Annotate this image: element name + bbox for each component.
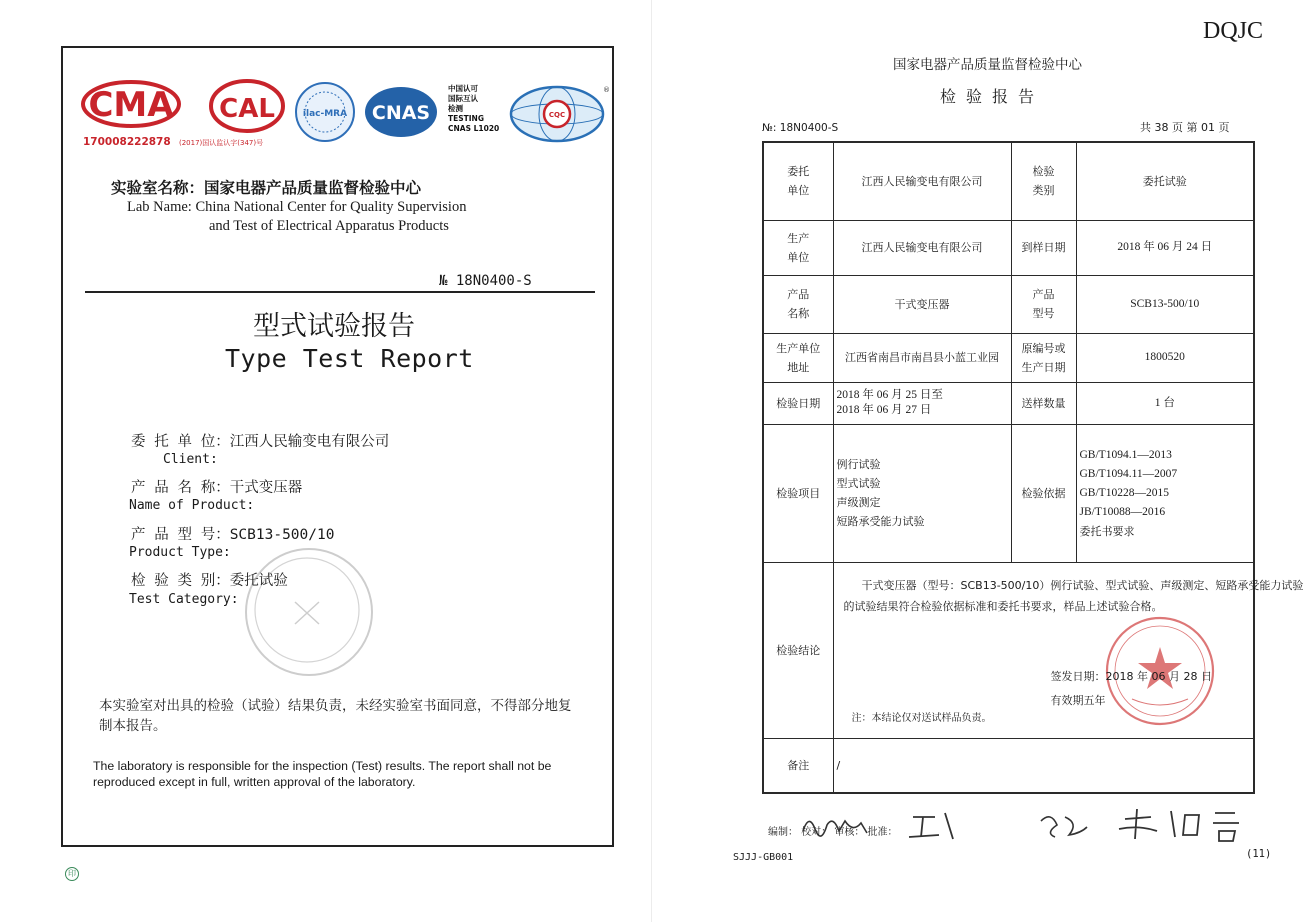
page-info: 共 38 页 第 01 页 (1140, 121, 1230, 134)
sample-qty-value: 1 台 (1076, 382, 1254, 424)
cma-sub-logo (179, 134, 289, 150)
table-row (763, 738, 1254, 793)
report-title: 检验报告 (940, 87, 1045, 106)
conclusion-text: 干式变压器（型号：SCB13-500/10）例行试验、型式试验、声级测定、短路承受能力试验的试验结果符合检验依据标准和委托书要求，样品上述试验合格。 (843, 578, 1304, 613)
cnas-side-line: TESTING (448, 114, 484, 123)
list-item: JB/T10088—2016 (1079, 505, 1166, 518)
test-category-field: 检 验 类 别：委托试验 (131, 573, 288, 589)
product-name-field: 产 品 名 称：干式变压器 (131, 480, 303, 496)
client-field: 委 托 单 位：江西人民输变电有限公司 (131, 434, 390, 450)
list-item: 例行试验 (836, 458, 881, 471)
cnas-side-line: 检测 (448, 104, 463, 113)
table-row (763, 562, 1254, 738)
table-row (763, 275, 1254, 333)
model-label: 产品 型号 (1011, 275, 1076, 333)
cnas-side-line: 国际互认 (448, 94, 478, 103)
report-table (762, 141, 1304, 794)
lab-name-cn: 实验室名称：国家电器产品质量监督检验中心 (111, 179, 422, 197)
accreditation-logos (81, 78, 610, 188)
table-row (763, 333, 1254, 382)
report-number-right: №: 18N0400-S (762, 122, 839, 134)
conclusion-label: 检验结论 (763, 562, 833, 738)
product-name-value: 干式变压器 (833, 275, 1011, 333)
cma-number: 170008222878 (83, 136, 171, 148)
product-type-field: 产 品 型 号：SCB13-500/10 (131, 527, 335, 543)
corner-code: DQJC (1203, 18, 1264, 44)
inspection-stamp-gray (245, 548, 373, 676)
notice-cn: 本实验室对出具的检验（试验）结果负责，未经实验室书面同意，不得部分地复制本报告。 (99, 698, 572, 734)
test-type-value: 委托试验 (1076, 142, 1254, 220)
header-rule (85, 291, 595, 293)
remarks-value: / (833, 738, 1254, 793)
cal-logo-text: CAL (219, 94, 275, 124)
signature-line: 编制： 校对： 审核： 批准： (768, 827, 898, 838)
cnas-side-text (448, 84, 508, 134)
serial-label: 原编号或 生产日期 (1011, 333, 1076, 382)
report-number: № 18N0400-S (439, 273, 532, 289)
table-row (763, 424, 1254, 562)
conclusion-cell (833, 562, 1304, 738)
list-item: GB/T10228—2015 (1079, 486, 1169, 499)
address-label: 生产单位 地址 (763, 333, 833, 382)
notice-en: The laboratory is responsible for the inspection (Test) results. The report shall not be reproduced except in full, written approval of the laboratory. (93, 759, 552, 789)
test-date-label: 检验日期 (763, 382, 833, 424)
list-item: 委托书要求 (1079, 524, 1135, 538)
items-value (833, 424, 1011, 562)
table-row (763, 382, 1254, 424)
test-date-value: 2018 年 06 月 25 日至 2018 年 06 月 27 日 (833, 382, 1011, 424)
title-cn: 型式试验报告 (253, 311, 415, 342)
list-item: 声级测定 (836, 496, 881, 509)
client-label-en: Client: (163, 452, 218, 467)
conclusion-note: 注：本结论仅对送试样品负责。 (851, 712, 992, 724)
ilac-logo-text: ilac-MRA (302, 109, 348, 119)
basis-label: 检验依据 (1011, 424, 1076, 562)
cma-logo-text: CMA (88, 85, 174, 125)
issue-date: 签发日期：2018 年 06 月 28 日 (1050, 669, 1212, 683)
cnas-logo (363, 84, 443, 140)
product-name-label: 产品 名称 (763, 275, 833, 333)
lab-name-en-line1: Lab Name: China National Center for Quality Supervision (127, 199, 467, 215)
serial-value: 1800520 (1076, 333, 1254, 382)
org-name: 国家电器产品质量监督检验中心 (893, 57, 1082, 73)
test-category-label-en: Test Category: (129, 592, 239, 607)
list-item: 型式试验 (836, 477, 881, 490)
arrival-date-label: 到样日期 (1011, 220, 1076, 275)
cnas-logo-text: CNAS (371, 102, 431, 124)
address-value: 江西省南昌市南昌县小蓝工业园 (833, 333, 1011, 382)
cal-logo (207, 78, 289, 136)
product-name-label-en: Name of Product: (129, 498, 255, 513)
validity: 有效期五年 (1050, 693, 1106, 707)
sample-qty-label: 送样数量 (1011, 382, 1076, 424)
items-label: 检验项目 (763, 424, 833, 562)
cnas-side-line: 中国认可 (448, 84, 478, 93)
manufacturer-label: 生产 单位 (763, 220, 833, 275)
remarks-label: 备注 (763, 738, 833, 793)
handwritten-signatures (795, 803, 1255, 845)
form-code: SJJJ-GB001 (733, 852, 794, 863)
table-row (763, 220, 1254, 275)
list-item: 短路承受能力试验 (836, 515, 925, 528)
cma-sub: (2017)国认监认字(347)号 (179, 139, 264, 147)
page-divider (651, 0, 652, 922)
arrival-date-value: 2018 年 06 月 24 日 (1076, 220, 1254, 275)
list-item: GB/T1094.11—2007 (1079, 467, 1178, 480)
test-type-label: 检验 类别 (1011, 142, 1076, 220)
client-value: 江西人民输变电有限公司 (833, 142, 1011, 220)
svg-text:®: ® (603, 86, 610, 94)
ilac-mra-logo (293, 80, 357, 144)
cqc-logo (509, 82, 609, 144)
title-en: Type Test Report (225, 344, 474, 373)
cnas-side-line: CNAS L1020 (448, 124, 500, 133)
product-type-label-en: Product Type: (129, 545, 231, 560)
lab-name-en-line2: and Test of Electrical Apparatus Products (209, 218, 449, 234)
model-value: SCB13-500/10 (1076, 275, 1254, 333)
cqc-logo-text: CQC (548, 111, 566, 119)
cma-logo (81, 78, 191, 150)
page-number: (11) (1246, 848, 1272, 860)
manufacturer-value: 江西人民输变电有限公司 (833, 220, 1011, 275)
cover-page (61, 46, 614, 847)
list-item: GB/T1094.1—2013 (1079, 448, 1172, 461)
table-row (763, 142, 1254, 220)
client-label: 委托 单位 (763, 142, 833, 220)
bottom-mark: 印 (65, 867, 79, 881)
basis-value (1076, 424, 1254, 562)
